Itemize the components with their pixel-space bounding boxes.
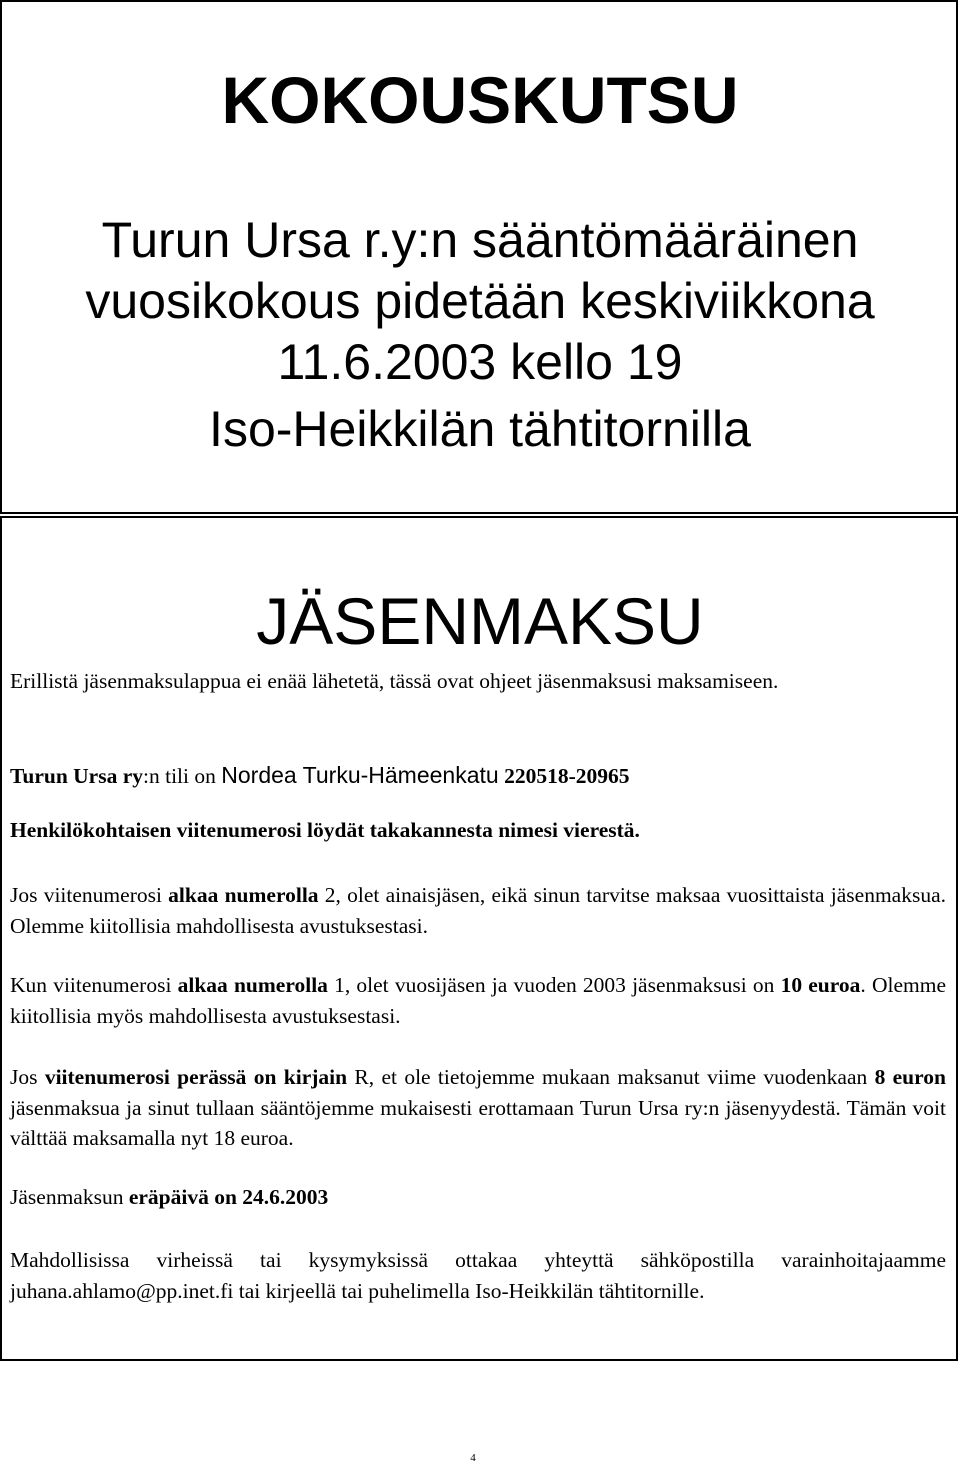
meeting-location: Iso-Heikkilän tähtitornilla (209, 401, 751, 457)
p2-text-c: 2, olet ainaisjäsen, eikä sinun tarvitse maksaa vuosittaista jäsenmaksua. Olemme kiitollisia mahdollisesta avustuksestasi. (10, 883, 946, 938)
p3-text-c: 1, olet vuosijäsen ja vuoden 2003 jäsenmaksusi on (327, 973, 781, 997)
account-number: 220518-20965 (498, 764, 630, 788)
p4-text-a: Jos (10, 1065, 45, 1089)
account-bank: Nordea Turku-Hämeenkatu (221, 762, 499, 788)
reference-number-note-text: Henkilökohtaisen viitenumerosi löydät takakannesta nimesi vierestä. (10, 818, 640, 842)
account-info (10, 760, 946, 792)
contact-paragraph: Mahdollisissa virheissä tai kysymyksissä ottakaa yhteyttä sähköpostilla varainhoitajaamme juhana.ahlamo@pp.inet.fi tai kirjeellä tai puhelimella Iso-Heikkilän tähtitornille. (10, 1248, 946, 1303)
due-date-label: Jäsenmaksun (10, 1185, 129, 1209)
p2-bold-b: alkaa numerolla (168, 883, 319, 907)
fee-intro: Erillistä jäsenmaksulappua ei enää lähetetä, tässä ovat ohjeet jäsenmaksusi maksamiseen. (10, 669, 779, 693)
annual-member-paragraph (10, 970, 946, 1031)
meeting-invitation-title: KOKOUSKUTSU (221, 63, 739, 137)
reference-number-note (10, 815, 946, 846)
due-date-value: eräpäivä on 24.6.2003 (128, 1185, 329, 1209)
due-date (10, 1182, 946, 1213)
p3-text-e: . Olemme kiitollisia myös mahdollisesta avustuksestasi. (10, 973, 946, 1028)
p4-text-c: R, et ole tietojemme mukaan maksanut viime vuodenkaan (347, 1065, 875, 1089)
page-number: 4 (470, 1452, 476, 1464)
meeting-line-2: vuosikokous pidetään keskiviikkona (85, 273, 875, 329)
account-mid: :n tili on (143, 764, 222, 788)
p3-fee-amount: 10 euroa (780, 973, 861, 997)
membership-fee-title: JÄSENMAKSU (256, 584, 704, 658)
p3-bold-b: alkaa numerolla (177, 973, 328, 997)
p4-bold-b: viitenumerosi perässä on kirjain (44, 1065, 348, 1089)
meeting-date-time: 11.6.2003 kello 19 (277, 334, 683, 390)
meeting-line-1: Turun Ursa r.y:n sääntömääräinen (101, 212, 859, 268)
p4-text-e: jäsenmaksua ja sinut tullaan sääntöjemme mukaisesti erottamaan Turun Ursa ry:n jäsenyydestä. Tämän voit välttää maksamalla nyt 18 euroa. (10, 1095, 946, 1150)
p2-text-a: Jos viitenumerosi (10, 883, 169, 907)
lifetime-member-paragraph (10, 880, 946, 941)
account-org: Turun Ursa ry (10, 764, 144, 788)
p4-unpaid-amount: 8 euron (874, 1065, 947, 1089)
p3-text-a: Kun viitenumerosi (10, 973, 178, 997)
unpaid-member-paragraph (10, 1062, 946, 1154)
